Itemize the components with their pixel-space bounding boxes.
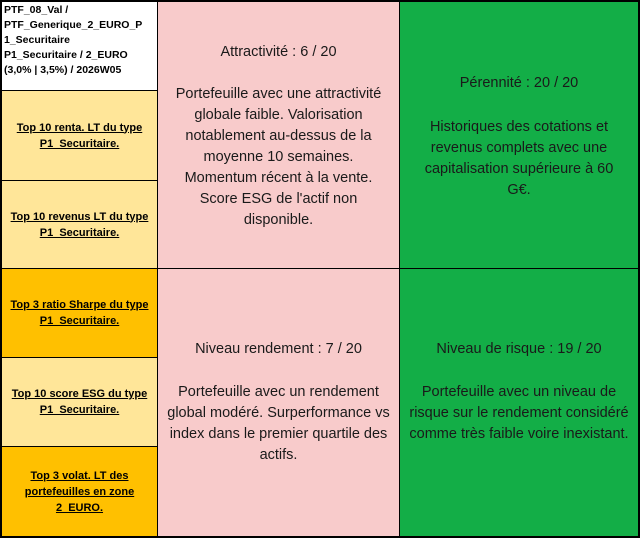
badge-label: Top 3 ratio Sharpe du type P1_Securitaire. <box>10 299 149 327</box>
portfolio-title-line: PTF_Generique_2_EURO_P <box>4 19 143 31</box>
badge-top10-renta[interactable] <box>1 90 158 181</box>
panel-title: Niveau rendement : 7 / 20 <box>195 341 362 357</box>
panel-title: Attractivité : 6 / 20 <box>220 44 337 60</box>
portfolio-title-line: P1_Securitaire / 2_EURO <box>4 49 128 61</box>
panel-risque <box>399 268 639 537</box>
panel-perennite <box>399 1 639 269</box>
badge-label: Top 3 volat. LT des portefeuilles en zone 2_EURO. <box>24 469 135 514</box>
portfolio-title <box>1 1 158 91</box>
panel-text: Historiques des cotations et revenus complets avec une capitalisation supérieure à 60 G€. <box>424 119 614 198</box>
panel-text: Portefeuille avec un rendement global modéré. Surperformance vs index dans le premier quartile des actifs. <box>167 384 390 463</box>
panel-title: Niveau de risque : 19 / 20 <box>436 341 602 357</box>
badge-label: Top 10 revenus LT du type P1_Securitaire. <box>10 210 149 239</box>
portfolio-title-line: (3,0% | 3,5%) / 2026W05 <box>4 64 122 76</box>
portfolio-title-line: PTF_08_Val / <box>4 4 69 16</box>
panel-title: Pérennité : 20 / 20 <box>459 75 579 91</box>
badge-top3-sharpe[interactable] <box>1 268 158 358</box>
badge-top3-volat[interactable] <box>1 446 158 537</box>
panel-text: Portefeuille avec un niveau de risque sur le rendement considéré comme très faible voire inexistant. <box>409 384 629 442</box>
badge-label: Top 10 score ESG du type P1_Securitaire. <box>11 388 148 416</box>
badge-top10-esg[interactable] <box>1 357 158 447</box>
panel-text: Portefeuille avec une attractivité globale faible. Valorisation notablement au-dessus de la moyenne 10 semaines. Momentum récent à la vente. Score ESG de l'actif non disponible. <box>175 86 382 228</box>
panel-rendement <box>157 268 400 537</box>
portfolio-title-line: 1_Securitaire <box>4 34 70 46</box>
badge-top10-revenus[interactable] <box>1 180 158 269</box>
badge-label: Top 10 renta. LT du type P1_Securitaire. <box>16 121 143 150</box>
panel-attractivite <box>157 1 400 269</box>
